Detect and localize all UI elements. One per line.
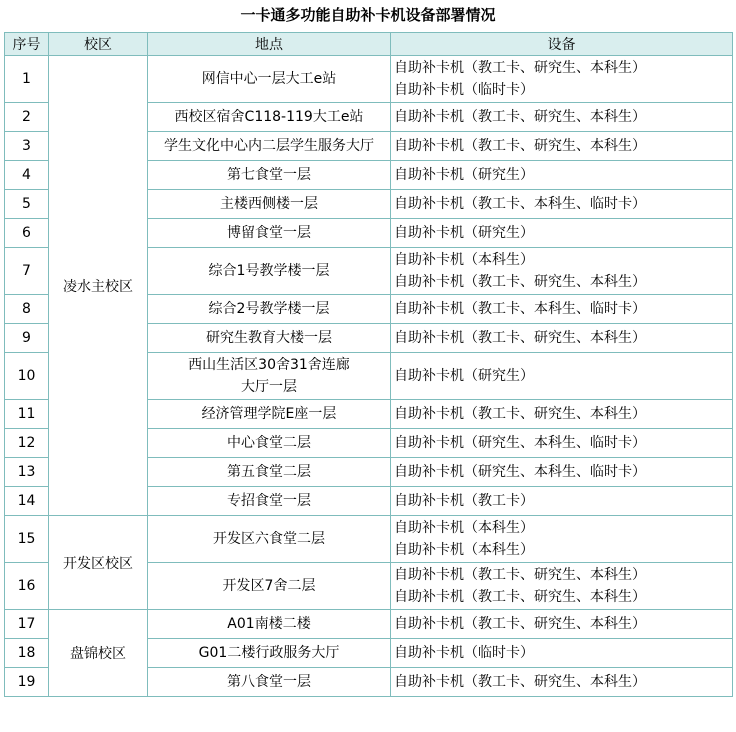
equipment-cell: [391, 190, 733, 219]
header-row: [5, 33, 733, 56]
row-number: 3: [5, 132, 49, 161]
equipment-line: 自助补卡机（教工卡、研究生、本科生）: [394, 567, 646, 583]
row-number: 5: [5, 190, 49, 219]
equipment-cell: [391, 639, 733, 668]
equipment-line: 自助补卡机（教工卡、研究生、本科生）: [394, 330, 646, 346]
location-cell: 综合1号教学楼一层: [148, 248, 391, 295]
equipment-cell: [391, 324, 733, 353]
equipment-cell: [391, 219, 733, 248]
row-number: 4: [5, 161, 49, 190]
equipment-line: 自助补卡机（教工卡、研究生、本科生）: [394, 60, 646, 76]
row-number: 19: [5, 668, 49, 697]
location-cell: 开发区7舍二层: [148, 563, 391, 610]
header-equipment: 设备: [391, 33, 733, 56]
equipment-line: 自助补卡机（研究生）: [394, 368, 534, 384]
equipment-line: 自助补卡机（教工卡、研究生、本科生）: [394, 406, 646, 422]
equipment-cell: [391, 668, 733, 697]
header-no: 序号: [5, 33, 49, 56]
row-number: 8: [5, 295, 49, 324]
equipment-line: 自助补卡机（教工卡、本科生、临时卡）: [394, 196, 646, 212]
equipment-cell: [391, 132, 733, 161]
row-number: 15: [5, 516, 49, 563]
campus-cell: 开发区校区: [49, 516, 148, 610]
row-number: 9: [5, 324, 49, 353]
equipment-cell: [391, 458, 733, 487]
location-cell: 经济管理学院E座一层: [148, 400, 391, 429]
table-body: [5, 56, 733, 697]
row-number: 16: [5, 563, 49, 610]
header-campus: 校区: [49, 33, 148, 56]
equipment-line: 自助补卡机（研究生、本科生、临时卡）: [394, 464, 646, 480]
location-cell: 综合2号教学楼一层: [148, 295, 391, 324]
page-title: 一卡通多功能自助补卡机设备部署情况: [240, 6, 496, 24]
campus-cell: 盘锦校区: [49, 610, 148, 697]
equipment-cell: [391, 429, 733, 458]
row-number: 1: [5, 56, 49, 103]
equipment-cell: [391, 56, 733, 103]
location-cell: G01二楼行政服务大厅: [148, 639, 391, 668]
equipment-cell: [391, 248, 733, 295]
equipment-line: 自助补卡机（教工卡、研究生、本科生）: [394, 109, 646, 125]
equipment-line: 自助补卡机（研究生）: [394, 225, 534, 241]
equipment-cell: [391, 516, 733, 563]
equipment-cell: [391, 610, 733, 639]
equipment-line: 自助补卡机（研究生）: [394, 167, 534, 183]
equipment-cell: [391, 353, 733, 400]
equipment-line: 自助补卡机（本科生）: [394, 520, 534, 536]
equipment-line: 自助补卡机（教工卡、本科生、临时卡）: [394, 301, 646, 317]
device-table: [4, 32, 733, 697]
equipment-cell: [391, 400, 733, 429]
header-location: 地点: [148, 33, 391, 56]
location-cell: 开发区六食堂二层: [148, 516, 391, 563]
row-number: 12: [5, 429, 49, 458]
equipment-cell: [391, 487, 733, 516]
equipment-line: 自助补卡机（教工卡、研究生、本科生）: [394, 674, 646, 690]
row-number: 10: [5, 353, 49, 400]
equipment-line: 自助补卡机（教工卡、研究生、本科生）: [394, 274, 646, 290]
location-cell: 专招食堂一层: [148, 487, 391, 516]
equipment-line: 自助补卡机（本科生）: [394, 542, 534, 558]
location-cell: 第七食堂一层: [148, 161, 391, 190]
location-cell: 学生文化中心内二层学生服务大厅: [148, 132, 391, 161]
equipment-line: 自助补卡机（临时卡）: [394, 645, 534, 661]
location-cell: 第五食堂二层: [148, 458, 391, 487]
equipment-line: 自助补卡机（教工卡、研究生、本科生）: [394, 616, 646, 632]
equipment-line: 自助补卡机（研究生、本科生、临时卡）: [394, 435, 646, 451]
location-cell: 西山生活区30舍31舍连廊大厅一层: [148, 353, 391, 400]
row-number: 6: [5, 219, 49, 248]
campus-cell: 凌水主校区: [49, 56, 148, 516]
equipment-line: 自助补卡机（本科生）: [394, 252, 534, 268]
row-number: 11: [5, 400, 49, 429]
location-cell: 网信中心一层大工e站: [148, 56, 391, 103]
row-number: 2: [5, 103, 49, 132]
table-row: [5, 516, 733, 563]
location-cell: 西校区宿舍C118-119大工e站: [148, 103, 391, 132]
location-cell: 主楼西侧楼一层: [148, 190, 391, 219]
equipment-cell: [391, 103, 733, 132]
equipment-cell: [391, 295, 733, 324]
equipment-line: 自助补卡机（教工卡、研究生、本科生）: [394, 138, 646, 154]
location-cell: A01南楼二楼: [148, 610, 391, 639]
location-cell: 博留食堂一层: [148, 219, 391, 248]
equipment-line: 自助补卡机（临时卡）: [394, 82, 534, 98]
equipment-line: 自助补卡机（教工卡）: [394, 493, 534, 509]
row-number: 14: [5, 487, 49, 516]
row-number: 7: [5, 248, 49, 295]
table-row: [5, 56, 733, 103]
location-cell: 研究生教育大楼一层: [148, 324, 391, 353]
equipment-cell: [391, 161, 733, 190]
table-row: [5, 610, 733, 639]
equipment-cell: [391, 563, 733, 610]
location-cell: 中心食堂二层: [148, 429, 391, 458]
equipment-line: 自助补卡机（教工卡、研究生、本科生）: [394, 589, 646, 605]
row-number: 17: [5, 610, 49, 639]
row-number: 18: [5, 639, 49, 668]
location-cell: 第八食堂一层: [148, 668, 391, 697]
row-number: 13: [5, 458, 49, 487]
